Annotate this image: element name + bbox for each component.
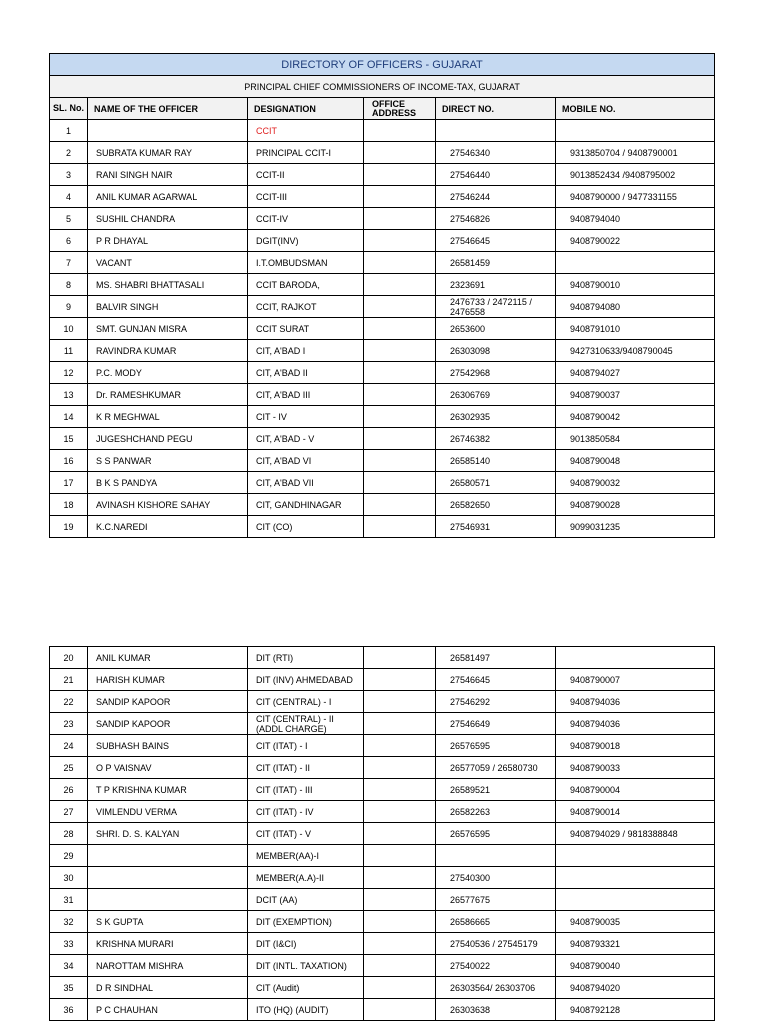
cell-direct-no: 26581459 <box>436 252 556 274</box>
cell-office-address <box>364 977 436 999</box>
cell-designation: MEMBER(AA)-I <box>248 845 364 867</box>
cell-mobile-no: 9408790037 <box>556 384 715 406</box>
cell-sl: 13 <box>50 384 88 406</box>
cell-sl: 29 <box>50 845 88 867</box>
cell-officer-name: KRISHNA MURARI <box>88 933 248 955</box>
cell-mobile-no: 9408794027 <box>556 362 715 384</box>
cell-designation: CIT (ITAT) - II <box>248 757 364 779</box>
cell-mobile-no: 9408791010 <box>556 318 715 340</box>
cell-officer-name: S S PANWAR <box>88 450 248 472</box>
cell-mobile-no: 9013852434 /9408795002 <box>556 164 715 186</box>
cell-office-address <box>364 647 436 669</box>
cell-officer-name: RAVINDRA KUMAR <box>88 340 248 362</box>
directory-table-2 <box>49 646 715 1021</box>
cell-direct-no: 27546292 <box>436 691 556 713</box>
cell-office-address <box>364 999 436 1021</box>
cell-designation: CIT (CO) <box>248 516 364 538</box>
table-row <box>50 999 715 1021</box>
cell-mobile-no: 9099031235 <box>556 516 715 538</box>
cell-direct-no: 26589521 <box>436 779 556 801</box>
table-row <box>50 713 715 735</box>
table-row <box>50 296 715 318</box>
cell-mobile-no: 9408794040 <box>556 208 715 230</box>
cell-office-address <box>364 252 436 274</box>
cell-designation: MEMBER(A.A)-II <box>248 867 364 889</box>
cell-mobile-no: 9408790018 <box>556 735 715 757</box>
cell-mobile-no: 9408790004 <box>556 779 715 801</box>
cell-sl: 12 <box>50 362 88 384</box>
cell-officer-name: SHRI. D. S. KALYAN <box>88 823 248 845</box>
cell-designation: CIT, GANDHINAGAR <box>248 494 364 516</box>
cell-sl: 17 <box>50 472 88 494</box>
table-row <box>50 757 715 779</box>
table-row <box>50 735 715 757</box>
table-header-row <box>50 98 715 120</box>
cell-sl: 27 <box>50 801 88 823</box>
cell-office-address <box>364 340 436 362</box>
cell-designation: CCIT SURAT <box>248 318 364 340</box>
cell-office-address <box>364 120 436 142</box>
table-row <box>50 472 715 494</box>
cell-officer-name <box>88 845 248 867</box>
cell-sl: 25 <box>50 757 88 779</box>
cell-mobile-no: 9408790014 <box>556 801 715 823</box>
cell-office-address <box>364 955 436 977</box>
cell-office-address <box>364 362 436 384</box>
cell-sl: 36 <box>50 999 88 1021</box>
cell-designation: CIT, A'BAD - V <box>248 428 364 450</box>
cell-officer-name: P C CHAUHAN <box>88 999 248 1021</box>
cell-office-address <box>364 779 436 801</box>
cell-designation: CIT (ITAT) - I <box>248 735 364 757</box>
cell-sl: 32 <box>50 911 88 933</box>
cell-sl: 3 <box>50 164 88 186</box>
cell-sl: 4 <box>50 186 88 208</box>
cell-mobile-no: 9408790042 <box>556 406 715 428</box>
cell-designation: CCIT-II <box>248 164 364 186</box>
cell-mobile-no <box>556 120 715 142</box>
cell-office-address <box>364 318 436 340</box>
cell-office-address <box>364 296 436 318</box>
cell-designation: DCIT (AA) <box>248 889 364 911</box>
header-office-address: OFFICE ADDRESS <box>364 98 436 120</box>
cell-officer-name: AVINASH KISHORE SAHAY <box>88 494 248 516</box>
cell-mobile-no: 9408790000 / 9477331155 <box>556 186 715 208</box>
table-row <box>50 494 715 516</box>
cell-sl: 33 <box>50 933 88 955</box>
table-row <box>50 647 715 669</box>
cell-sl: 16 <box>50 450 88 472</box>
cell-office-address <box>364 669 436 691</box>
table-row <box>50 120 715 142</box>
cell-officer-name: SANDIP KAPOOR <box>88 713 248 735</box>
cell-designation: CIT (ITAT) - III <box>248 779 364 801</box>
cell-mobile-no: 9313850704 / 9408790001 <box>556 142 715 164</box>
cell-designation: DGIT(INV) <box>248 230 364 252</box>
cell-mobile-no: 9408790040 <box>556 955 715 977</box>
cell-designation: CIT, A'BAD VII <box>248 472 364 494</box>
cell-mobile-no: 9408794029 / 9818388848 <box>556 823 715 845</box>
cell-sl: 10 <box>50 318 88 340</box>
cell-direct-no: 26582650 <box>436 494 556 516</box>
cell-designation: DIT (RTI) <box>248 647 364 669</box>
cell-sl: 24 <box>50 735 88 757</box>
cell-designation: CIT (ITAT) - V <box>248 823 364 845</box>
cell-officer-name: SUBHASH BAINS <box>88 735 248 757</box>
cell-officer-name <box>88 120 248 142</box>
cell-office-address <box>364 889 436 911</box>
cell-office-address <box>364 823 436 845</box>
cell-office-address <box>364 230 436 252</box>
cell-office-address <box>364 801 436 823</box>
cell-office-address <box>364 516 436 538</box>
cell-direct-no: 26586665 <box>436 911 556 933</box>
table-row <box>50 318 715 340</box>
table-row <box>50 362 715 384</box>
cell-mobile-no: 9013850584 <box>556 428 715 450</box>
cell-direct-no: 26746382 <box>436 428 556 450</box>
cell-designation: CIT, A'BAD II <box>248 362 364 384</box>
header-direct-no: DIRECT NO. <box>436 98 556 120</box>
cell-sl: 23 <box>50 713 88 735</box>
cell-designation: CCIT, RAJKOT <box>248 296 364 318</box>
table-row <box>50 164 715 186</box>
cell-mobile-no: 9408790028 <box>556 494 715 516</box>
cell-officer-name: P.C. MODY <box>88 362 248 384</box>
cell-designation: ITO (HQ) (AUDIT) <box>248 999 364 1021</box>
cell-office-address <box>364 845 436 867</box>
table-row <box>50 691 715 713</box>
table-row <box>50 845 715 867</box>
cell-office-address <box>364 450 436 472</box>
cell-mobile-no <box>556 252 715 274</box>
header-name: NAME OF THE OFFICER <box>88 98 248 120</box>
cell-mobile-no: 9408794020 <box>556 977 715 999</box>
cell-direct-no: 2653600 <box>436 318 556 340</box>
cell-sl: 31 <box>50 889 88 911</box>
cell-direct-no: 26582263 <box>436 801 556 823</box>
cell-officer-name: ANIL KUMAR AGARWAL <box>88 186 248 208</box>
cell-designation: CIT, A'BAD I <box>248 340 364 362</box>
cell-officer-name: BALVIR SINGH <box>88 296 248 318</box>
cell-direct-no: 26306769 <box>436 384 556 406</box>
cell-designation: DIT (EXEMPTION) <box>248 911 364 933</box>
table-row <box>50 669 715 691</box>
cell-mobile-no: 9408790022 <box>556 230 715 252</box>
cell-designation: CIT (CENTRAL) - I <box>248 691 364 713</box>
cell-officer-name: P R DHAYAL <box>88 230 248 252</box>
table-row <box>50 450 715 472</box>
table-row <box>50 889 715 911</box>
cell-direct-no: 27546440 <box>436 164 556 186</box>
cell-designation: PRINCIPAL CCIT-I <box>248 142 364 164</box>
cell-office-address <box>364 384 436 406</box>
cell-officer-name: S K GUPTA <box>88 911 248 933</box>
cell-office-address <box>364 735 436 757</box>
cell-mobile-no: 9427310633/9408790045 <box>556 340 715 362</box>
cell-sl: 19 <box>50 516 88 538</box>
cell-officer-name: T P KRISHNA KUMAR <box>88 779 248 801</box>
table-row <box>50 186 715 208</box>
cell-mobile-no: 9408793321 <box>556 933 715 955</box>
cell-sl: 7 <box>50 252 88 274</box>
table-row <box>50 823 715 845</box>
cell-office-address <box>364 186 436 208</box>
cell-officer-name <box>88 889 248 911</box>
cell-officer-name: B K S PANDYA <box>88 472 248 494</box>
cell-sl: 14 <box>50 406 88 428</box>
cell-direct-no: 2476733 / 2472115 / 2476558 <box>436 296 556 318</box>
cell-officer-name: NAROTTAM MISHRA <box>88 955 248 977</box>
cell-officer-name: D R SINDHAL <box>88 977 248 999</box>
cell-direct-no <box>436 845 556 867</box>
cell-designation: CCIT-III <box>248 186 364 208</box>
cell-sl: 22 <box>50 691 88 713</box>
table-row <box>50 911 715 933</box>
cell-direct-no: 26303638 <box>436 999 556 1021</box>
cell-sl: 28 <box>50 823 88 845</box>
cell-designation: DIT (INV) AHMEDABAD <box>248 669 364 691</box>
cell-sl: 20 <box>50 647 88 669</box>
cell-officer-name: O P VAISNAV <box>88 757 248 779</box>
cell-direct-no: 27546931 <box>436 516 556 538</box>
cell-office-address <box>364 472 436 494</box>
table-row <box>50 142 715 164</box>
cell-mobile-no: 9408794036 <box>556 691 715 713</box>
cell-sl: 34 <box>50 955 88 977</box>
cell-sl: 26 <box>50 779 88 801</box>
header-mobile-no: MOBILE NO. <box>556 98 715 120</box>
cell-office-address <box>364 494 436 516</box>
cell-officer-name: SMT. GUNJAN MISRA <box>88 318 248 340</box>
cell-designation: DIT (I&CI) <box>248 933 364 955</box>
table-row <box>50 428 715 450</box>
cell-officer-name <box>88 867 248 889</box>
cell-sl: 18 <box>50 494 88 516</box>
cell-sl: 1 <box>50 120 88 142</box>
cell-direct-no: 27546826 <box>436 208 556 230</box>
cell-officer-name: MS. SHABRI BHATTASALI <box>88 274 248 296</box>
cell-officer-name: SUBRATA KUMAR RAY <box>88 142 248 164</box>
cell-officer-name: JUGESHCHAND PEGU <box>88 428 248 450</box>
cell-direct-no: 26303098 <box>436 340 556 362</box>
cell-mobile-no: 9408790007 <box>556 669 715 691</box>
cell-mobile-no <box>556 889 715 911</box>
table-row <box>50 801 715 823</box>
cell-sl: 6 <box>50 230 88 252</box>
cell-officer-name: SANDIP KAPOOR <box>88 691 248 713</box>
cell-designation: CIT, A'BAD VI <box>248 450 364 472</box>
cell-direct-no: 27546645 <box>436 669 556 691</box>
header-sl: SL. No. <box>50 98 88 120</box>
cell-office-address <box>364 164 436 186</box>
cell-mobile-no: 9408792128 <box>556 999 715 1021</box>
cell-office-address <box>364 142 436 164</box>
cell-officer-name: K.C.NAREDI <box>88 516 248 538</box>
cell-officer-name: RANI SINGH NAIR <box>88 164 248 186</box>
cell-direct-no: 2323691 <box>436 274 556 296</box>
cell-officer-name: SUSHIL CHANDRA <box>88 208 248 230</box>
cell-officer-name: Dr. RAMESHKUMAR <box>88 384 248 406</box>
cell-officer-name: ANIL KUMAR <box>88 647 248 669</box>
table-row <box>50 274 715 296</box>
table-row <box>50 252 715 274</box>
cell-designation: CCIT BARODA, <box>248 274 364 296</box>
cell-office-address <box>364 911 436 933</box>
cell-office-address <box>364 208 436 230</box>
cell-direct-no: 27540536 / 27545179 <box>436 933 556 955</box>
cell-office-address <box>364 274 436 296</box>
cell-direct-no: 27540300 <box>436 867 556 889</box>
cell-sl: 9 <box>50 296 88 318</box>
cell-designation: CIT (ITAT) - IV <box>248 801 364 823</box>
table-row <box>50 955 715 977</box>
cell-mobile-no <box>556 867 715 889</box>
cell-designation: DIT (INTL. TAXATION) <box>248 955 364 977</box>
table-subtitle: PRINCIPAL CHIEF COMMISSIONERS OF INCOME-TAX, GUJARAT <box>50 76 715 98</box>
table-row <box>50 230 715 252</box>
cell-direct-no: 26576595 <box>436 735 556 757</box>
cell-direct-no: 26576595 <box>436 823 556 845</box>
cell-mobile-no: 9408790033 <box>556 757 715 779</box>
cell-mobile-no <box>556 647 715 669</box>
cell-designation: I.T.OMBUDSMAN <box>248 252 364 274</box>
table-row <box>50 867 715 889</box>
directory-table-1 <box>49 53 715 538</box>
table-row <box>50 516 715 538</box>
cell-designation: CCIT <box>248 120 364 142</box>
cell-office-address <box>364 406 436 428</box>
cell-direct-no: 26580571 <box>436 472 556 494</box>
cell-mobile-no: 9408790032 <box>556 472 715 494</box>
cell-direct-no: 26577675 <box>436 889 556 911</box>
cell-sl: 21 <box>50 669 88 691</box>
cell-office-address <box>364 757 436 779</box>
cell-direct-no: 27546340 <box>436 142 556 164</box>
cell-designation: CCIT-IV <box>248 208 364 230</box>
cell-mobile-no: 9408790048 <box>556 450 715 472</box>
table-row <box>50 384 715 406</box>
cell-sl: 11 <box>50 340 88 362</box>
cell-sl: 2 <box>50 142 88 164</box>
cell-designation: CIT (CENTRAL) - II (ADDL CHARGE) <box>248 713 364 735</box>
cell-direct-no: 27546649 <box>436 713 556 735</box>
table-row <box>50 779 715 801</box>
cell-direct-no: 27546244 <box>436 186 556 208</box>
table-row <box>50 406 715 428</box>
cell-direct-no <box>436 120 556 142</box>
cell-office-address <box>364 867 436 889</box>
cell-designation: CIT, A'BAD III <box>248 384 364 406</box>
table-row <box>50 977 715 999</box>
cell-office-address <box>364 933 436 955</box>
header-designation: DESIGNATION <box>248 98 364 120</box>
cell-direct-no: 26302935 <box>436 406 556 428</box>
cell-direct-no: 27540022 <box>436 955 556 977</box>
cell-officer-name: VIMLENDU VERMA <box>88 801 248 823</box>
page-title: DIRECTORY OF OFFICERS - GUJARAT <box>50 54 715 76</box>
cell-officer-name: VACANT <box>88 252 248 274</box>
cell-designation: CIT (Audit) <box>248 977 364 999</box>
table-row <box>50 340 715 362</box>
table-row <box>50 208 715 230</box>
table-row <box>50 933 715 955</box>
cell-sl: 5 <box>50 208 88 230</box>
cell-direct-no: 27542968 <box>436 362 556 384</box>
cell-officer-name: K R MEGHWAL <box>88 406 248 428</box>
cell-officer-name: HARISH KUMAR <box>88 669 248 691</box>
cell-direct-no: 26585140 <box>436 450 556 472</box>
cell-mobile-no: 9408790010 <box>556 274 715 296</box>
cell-sl: 30 <box>50 867 88 889</box>
cell-sl: 35 <box>50 977 88 999</box>
cell-direct-no: 26581497 <box>436 647 556 669</box>
cell-sl: 8 <box>50 274 88 296</box>
cell-office-address <box>364 691 436 713</box>
cell-office-address <box>364 713 436 735</box>
cell-mobile-no: 9408794036 <box>556 713 715 735</box>
cell-mobile-no <box>556 845 715 867</box>
cell-office-address <box>364 428 436 450</box>
cell-mobile-no: 9408794080 <box>556 296 715 318</box>
cell-sl: 15 <box>50 428 88 450</box>
cell-direct-no: 26303564/ 26303706 <box>436 977 556 999</box>
cell-designation: CIT - IV <box>248 406 364 428</box>
cell-direct-no: 27546645 <box>436 230 556 252</box>
cell-mobile-no: 9408790035 <box>556 911 715 933</box>
cell-direct-no: 26577059 / 26580730 <box>436 757 556 779</box>
